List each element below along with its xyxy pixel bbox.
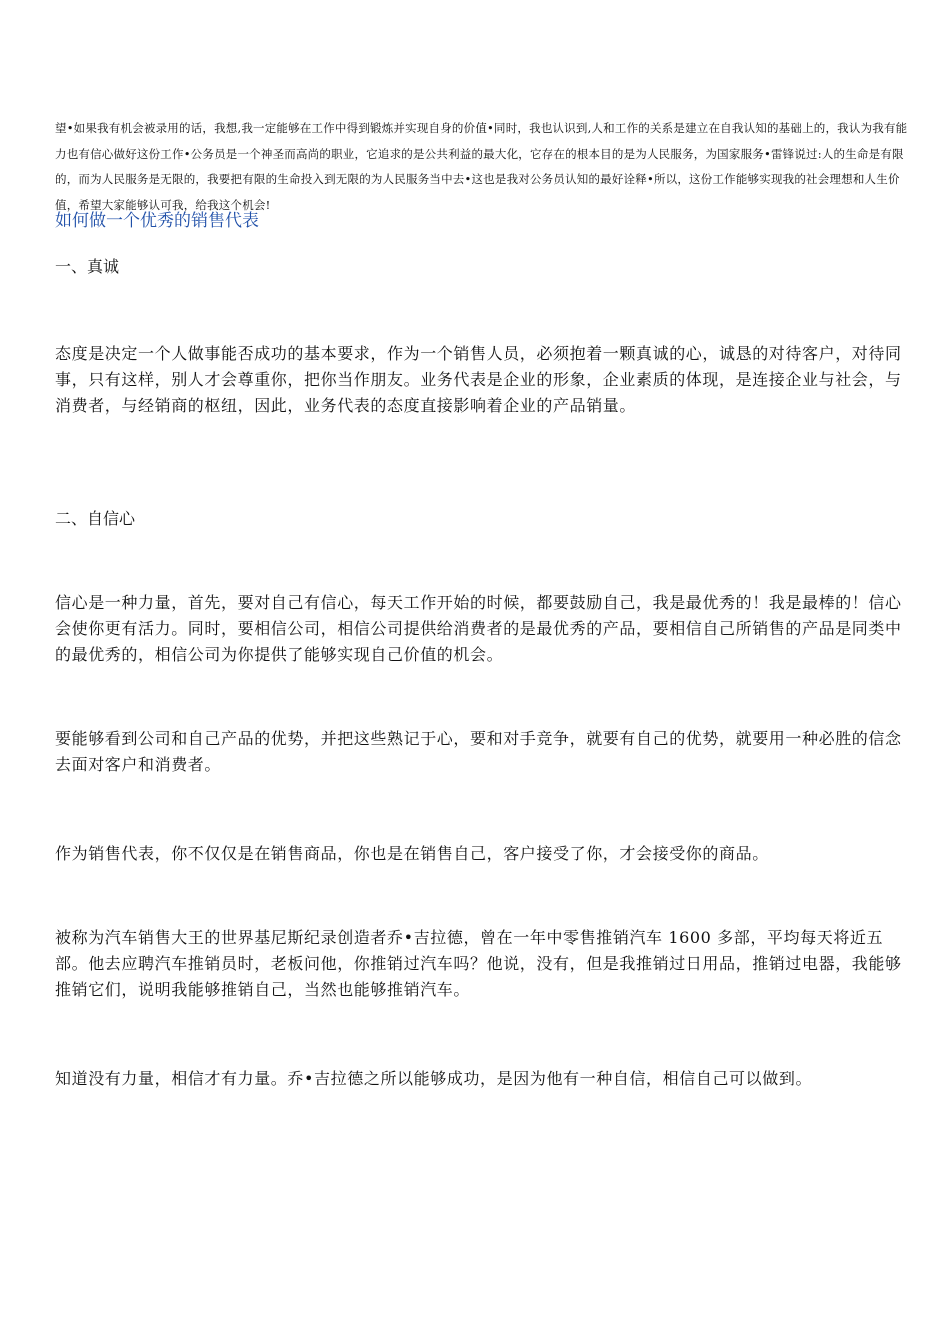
paragraph-believe: 知道没有力量，相信才有力量。乔•吉拉德之所以能够成功，是因为他有一种自信，相信自己可以做到。 xyxy=(55,1069,813,1088)
paragraph-attitude: 态度是决定一个人做事能否成功的基本要求，作为一个销售人员，必须抱着一颗真诚的心，诚恳的对待客户，对待同事，只有这样，别人才会尊重你，把你当作朋友。业务代表是企业的形象，企业素质的体现，是连接企业与社会，与消费者，与经销商的枢纽，因此，业务代表的态度直接影响着企业的产品销量。 xyxy=(55,344,902,415)
paragraph-confidence-power: 信心是一种力量，首先，要对自己有信心，每天工作开始的时候，都要鼓励自己，我是最优秀的！我是最棒的！信心会使你更有活力。同时，要相信公司，相信公司提供给消费者的是最优秀的产品，要相信自己所销售的产品是同类中的最优秀的，相信公司为你提供了能够实现自己价值的机会。 xyxy=(55,593,902,664)
paragraph-selling-yourself: 作为销售代表，你不仅仅是在销售商品，你也是在销售自己，客户接受了你，才会接受你的商品。 xyxy=(55,844,769,863)
section-heading-sincerity: 一、真诚 xyxy=(55,257,120,276)
paragraph-joe-girard: 被称为汽车销售大王的世界基尼斯纪录创造者乔•吉拉德，曾在一年中零售推销汽车 1600 多部，平均每天将近五部。他去应聘汽车推销员时，老板问他，你推销过汽车吗？他说，没有，但是我推销过日用品，推销过电器，我能够推销它们，说明我能够推销自己，当然也能够推销汽车。 xyxy=(55,928,902,999)
intro-paragraph: 望•如果我有机会被录用的话，我想,我一定能够在工作中得到锻炼并实现自身的价值•同时，我也认识到,人和工作的关系是建立在自我认知的基础上的，我认为我有能力也有信心做好这份工作•公务员是一个神圣而高尚的职业，它追求的是公共利益的最大化，它存在的根本目的是为人民服务，为国家服务•雷锋说过:人的生命是有限的，而为人民服务是无限的，我要把有限的生命投入到无限的为人民服务当中去•这也是我对公务员认知的最好诠释•所以，这份工作能够实现我的社会理想和人生价值，希望大家能够认可我，给我这个机会! xyxy=(55,121,908,212)
article-title: 如何做一个优秀的销售代表 xyxy=(55,211,259,231)
paragraph-product-advantage: 要能够看到公司和自己产品的优势，并把这些熟记于心，要和对手竞争，就要有自己的优势，就要用一种必胜的信念去面对客户和消费者。 xyxy=(55,729,902,774)
section-heading-confidence: 二、自信心 xyxy=(55,509,136,528)
